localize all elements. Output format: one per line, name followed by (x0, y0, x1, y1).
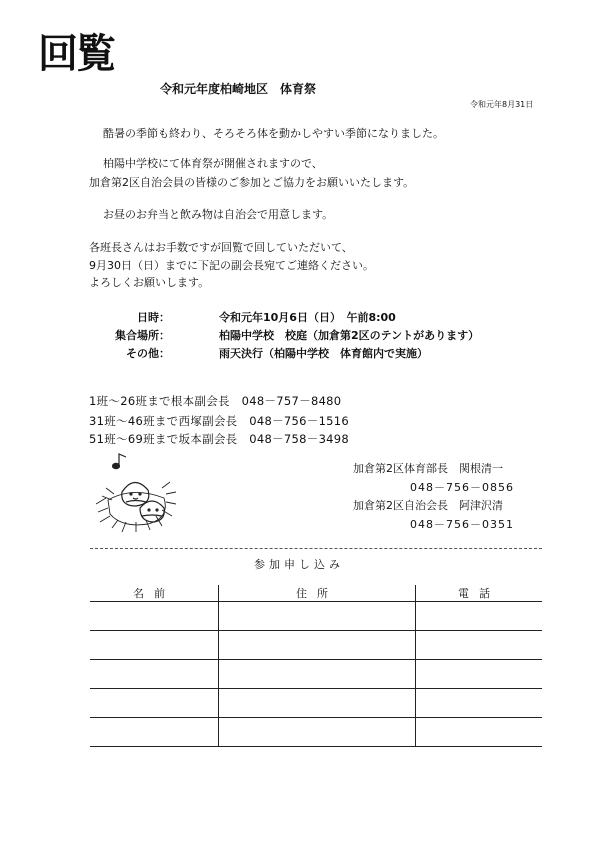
contact-line: 51班～69班まで坂本副会長 048－758－3498 (89, 432, 350, 446)
event-date-value: 令和元年10月6日（日） 午前8:00 (219, 311, 396, 324)
lunch-notice: お昼のお弁当と飲み物は自治会で用意します。 (103, 208, 334, 221)
name-cell[interactable] (90, 602, 219, 631)
event-place-value: 柏陽中学校 校庭（加倉第2区のテントがあります） (219, 329, 480, 342)
leader-request-line-2: 9月30日（日）までに下記の副会長宛てご連絡ください。 (89, 259, 374, 272)
address-cell[interactable] (219, 718, 416, 747)
cut-line (90, 548, 542, 549)
name-cell[interactable] (90, 660, 219, 689)
chestnut-burr-icon (96, 482, 176, 532)
phone-cell[interactable] (416, 718, 543, 747)
sports-dept-signature: 加倉第2区体育部長 関根清一 (353, 462, 503, 475)
event-date-label: 日時： (137, 311, 170, 324)
name-cell[interactable] (90, 689, 219, 718)
phone-cell[interactable] (416, 602, 543, 631)
contact-line: 31班～46班まで西塚副会長 048－756－1516 (89, 414, 350, 428)
document-title: 令和元年度柏崎地区 体育祭 (160, 82, 317, 96)
announcement-line-2: 加倉第2区自治会員の皆様のご参加とご協力をお願いいたします。 (89, 176, 415, 189)
column-header-phone: 電話 (416, 585, 543, 602)
greeting-paragraph: 酷暑の季節も終わり、そろそろ体を動かしやすい季節になりました。 (103, 127, 444, 140)
leader-request-line-3: よろしくお願いします。 (89, 276, 210, 289)
table-row (90, 631, 542, 660)
chair-phone: 048－756－0351 (410, 518, 514, 531)
registration-table (90, 585, 542, 747)
chestnut-icon (122, 482, 149, 506)
address-cell[interactable] (219, 602, 416, 631)
address-cell[interactable] (219, 631, 416, 660)
table-row (90, 602, 542, 631)
event-place-label: 集合場所： (115, 329, 170, 342)
chair-signature: 加倉第2区自治会長 阿津沢清 (353, 499, 503, 512)
form-title: 参加申し込み (254, 558, 344, 571)
column-header-name: 名前 (90, 585, 219, 602)
name-cell[interactable] (90, 631, 219, 660)
phone-cell[interactable] (416, 631, 543, 660)
circular-heading: 回覧 (38, 30, 114, 77)
table-row (90, 660, 542, 689)
phone-cell[interactable] (416, 689, 543, 718)
name-cell[interactable] (90, 718, 219, 747)
event-other-value: 雨天決行（柏陽中学校 体育館内で実施） (219, 347, 428, 360)
column-header-address: 住所 (219, 585, 416, 602)
sports-dept-phone: 048－756－0856 (410, 481, 514, 494)
address-cell[interactable] (219, 660, 416, 689)
chestnut-illustration (92, 452, 188, 536)
address-cell[interactable] (219, 689, 416, 718)
issue-date: 令和元年8月31日 (470, 100, 534, 109)
table-row (90, 689, 542, 718)
music-note-icon (113, 454, 127, 469)
contact-line: 1班～26班まで根本副会長 048－757－8480 (89, 394, 342, 408)
leader-request-line-1: 各班長さんはお手数ですが回覧で回していただいて、 (89, 241, 353, 254)
announcement-line-1: 柏陽中学校にて体育祭が開催されますので、 (103, 157, 323, 170)
table-row (90, 718, 542, 747)
event-other-label: その他： (126, 347, 170, 360)
phone-cell[interactable] (416, 660, 543, 689)
chestnut-icon (140, 501, 164, 522)
